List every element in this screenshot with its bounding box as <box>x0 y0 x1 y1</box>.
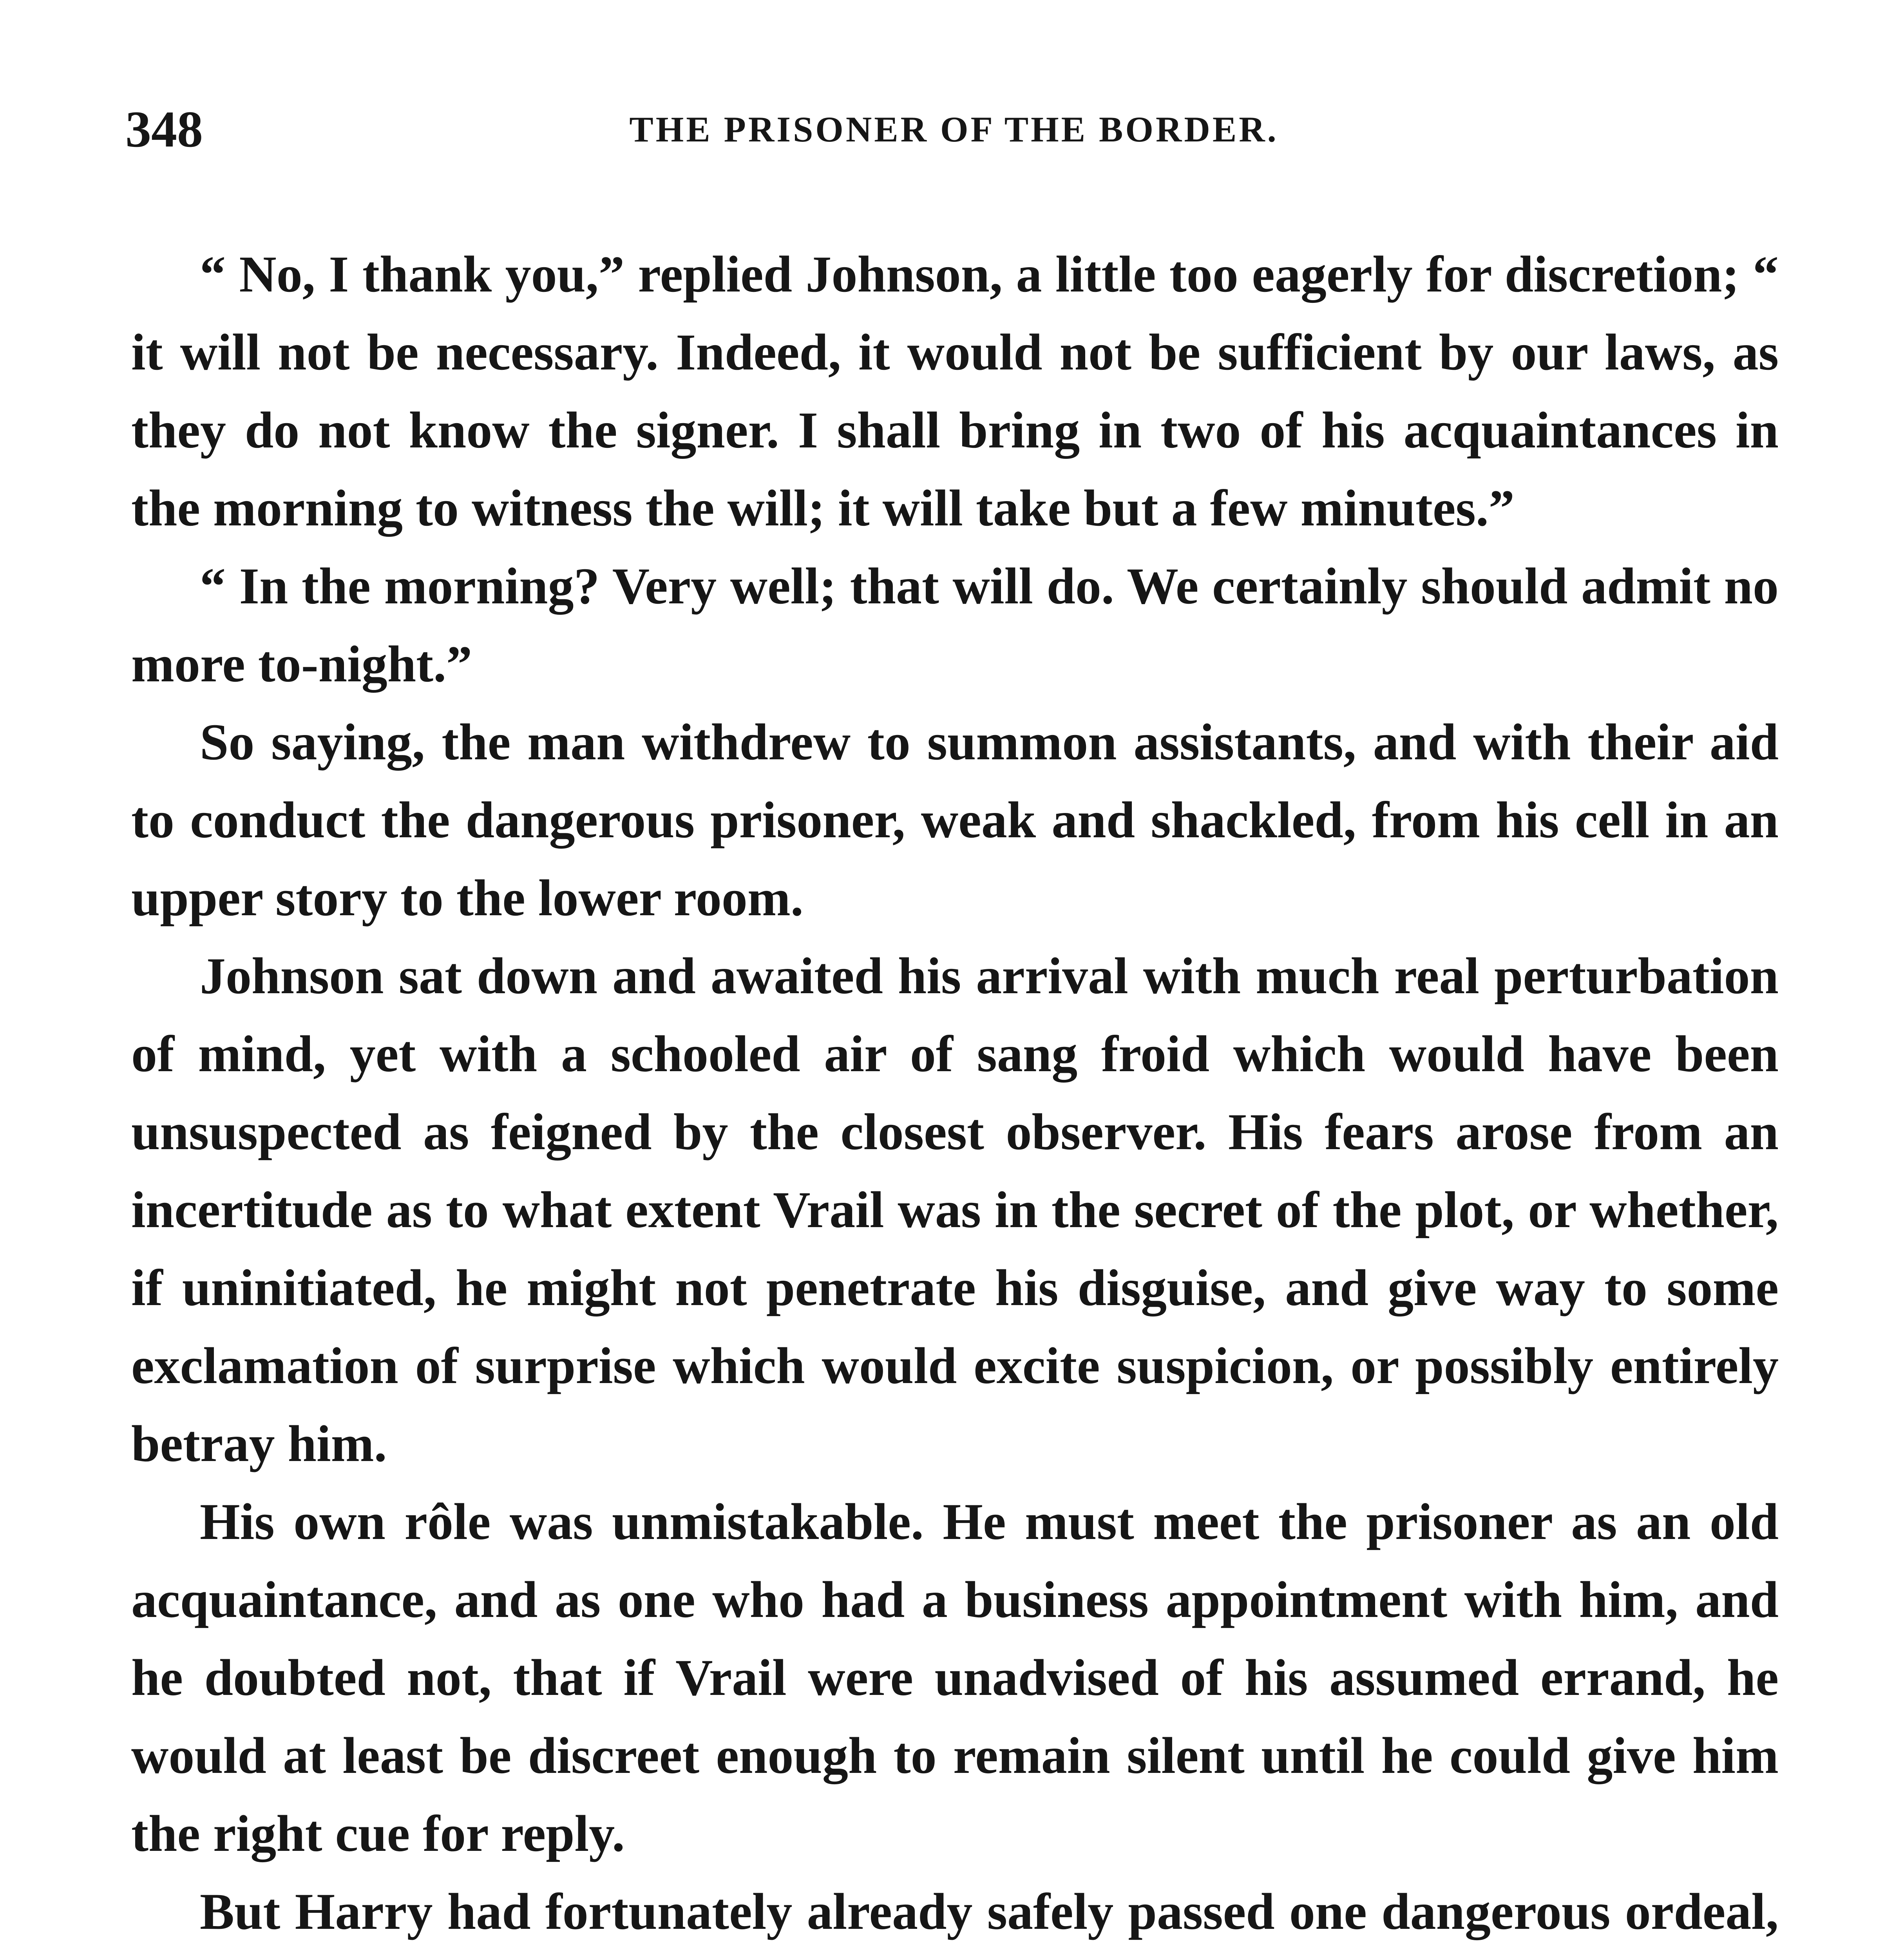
paragraph-6: But Harry had fortunately already safely passed one dangerous ordeal, <box>200 1883 1779 1940</box>
paragraph-4: Johnson sat down and awaited his arrival with much real perturbation of mind, yet with a schooled air of sang froid which would have been unsuspected as feigned by the closest observer. His fears arose from an incertitude as to what extent Vrail was in the secret of the plot, or whether, if uninitiated, he might not penetrate his disguise, and give way to some exclamation of surprise which would excite suspicion, or possibly entirely betray him. <box>131 947 1779 1472</box>
paragraph-5: His own rôle was unmistakable. He must meet the prisoner as an old acquaintance, and as one who had a business appointment with him, and he doubted not, that if Vrail were unadvised of his assumed errand, he would at least be discreet enough to remain silent until he could give him the right cue for reply. <box>131 1493 1779 1862</box>
body-text <box>131 235 1779 1959</box>
page-header <box>125 98 1783 161</box>
running-head: THE PRISONER OF THE BORDER. <box>629 109 1279 149</box>
paragraph-1: “ No, I thank you,” replied Johnson, a little too eagerly for discretion; “ it will not be necessary. Indeed, it would not be sufficient by our laws, as they do not know the signer. I shall bring in two of his acquaintances in the morning to witness the will; it will take but a few minutes.” <box>131 245 1779 537</box>
paragraph-3: So saying, the man withdrew to summon assistants, and with their aid to conduct the dangerous prisoner, weak and shackled, from his cell in an upper story to the lower room. <box>131 713 1779 927</box>
paragraph-2: “ In the morning? Very well; that will do. We certainly should admit no more to-night.” <box>131 557 1779 693</box>
page-number: 348 <box>125 100 203 158</box>
